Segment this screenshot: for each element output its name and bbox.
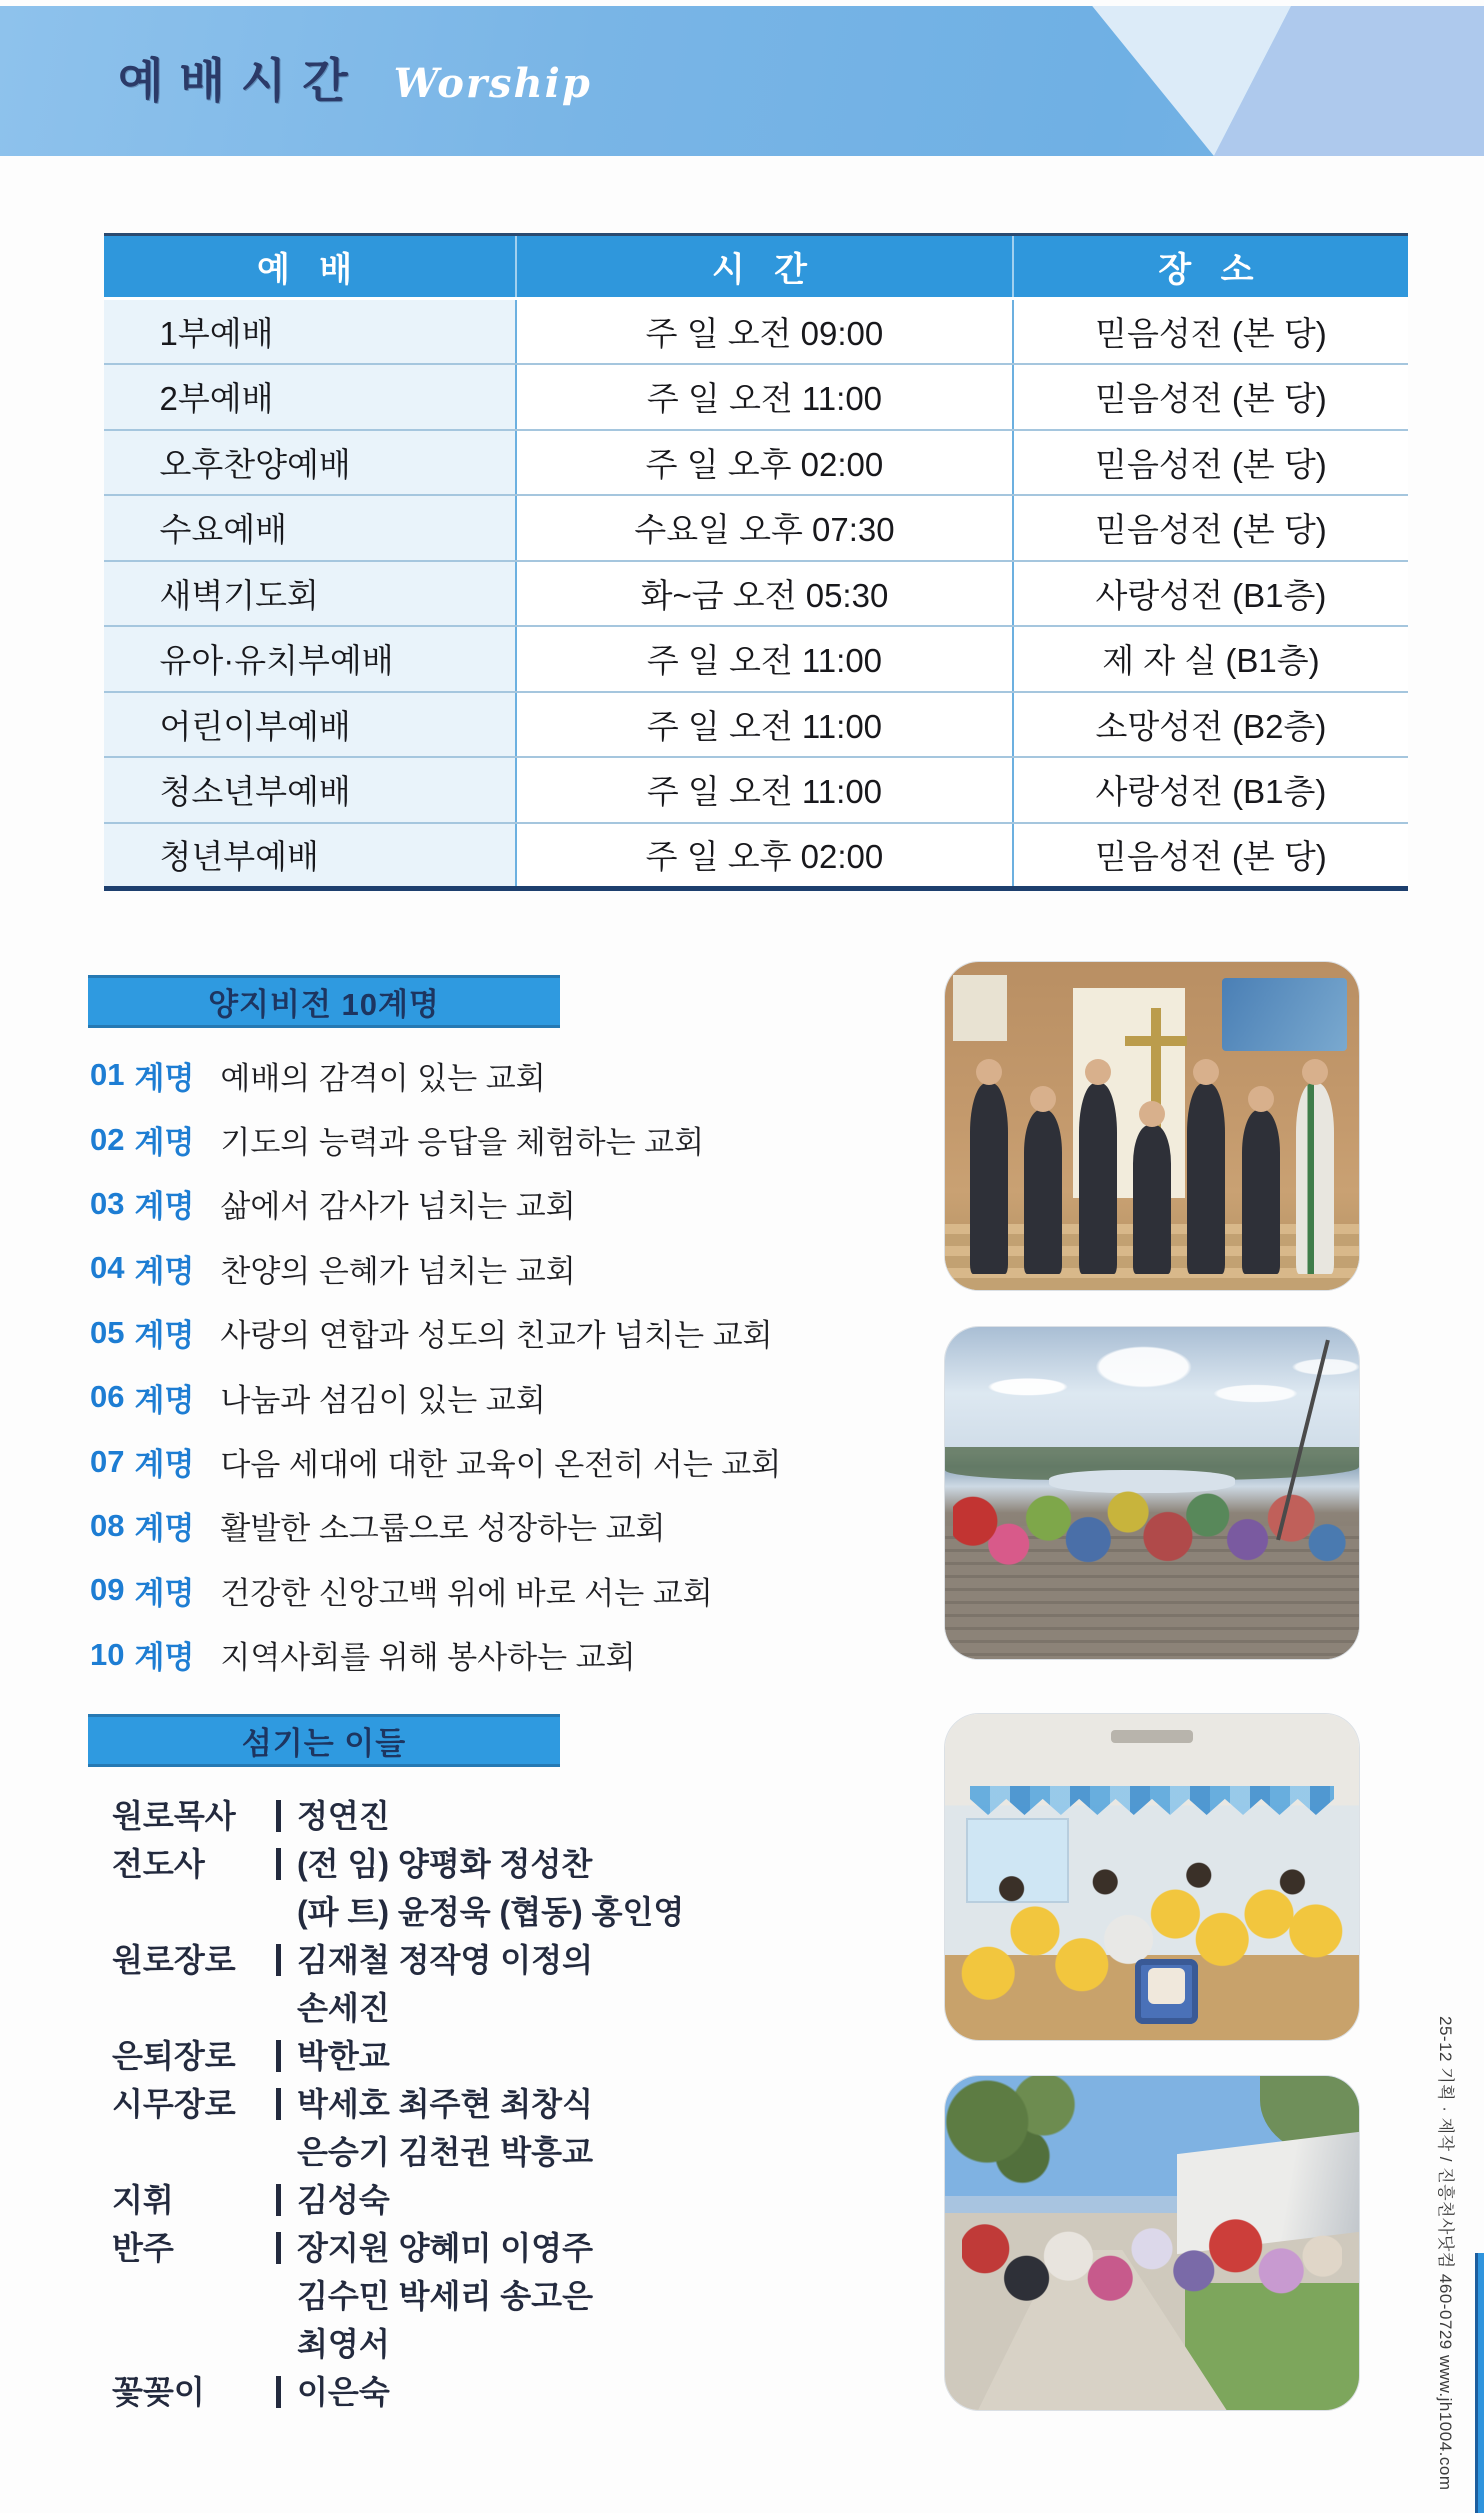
roster-role: 꽃꽂이 (112, 2374, 205, 2410)
service-time: 주 일 오후 02:00 (516, 430, 1013, 496)
roster-names: 김수민 박세리 송고은 (297, 2278, 593, 2314)
service-time: 주 일 오전 11:00 (516, 364, 1013, 430)
vision-item-text: 지역사회를 위해 봉사하는 교회 (220, 1640, 636, 1676)
vision-item (90, 1623, 900, 1687)
photo-outdoor-retreat-group (945, 2076, 1359, 2410)
vision-item-label: 계명 (134, 1575, 195, 1611)
vision-item-number: 04 (90, 1250, 125, 1286)
roster-names: 박세호 최주현 최창식 (297, 2086, 593, 2122)
table-row (104, 364, 1408, 430)
service-place: 믿음성전 (본 당) (1013, 364, 1408, 430)
table-row (104, 626, 1408, 692)
roster-role: 시무장로 (112, 2086, 236, 2122)
servants-roster (112, 1792, 932, 2416)
service-name: 청소년부예배 (159, 773, 351, 811)
vision-item-number: 10 (90, 1636, 125, 1672)
service-place: 믿음성전 (본 당) (1013, 430, 1408, 496)
servants-section-title: 섬기는 이들 (241, 1726, 407, 1761)
roster-entry (112, 1936, 932, 2032)
service-name: 유아·유치부예배 (159, 642, 394, 680)
vision-item (90, 1236, 900, 1300)
table-row (104, 561, 1408, 627)
crowd-with-raised-arms (962, 2190, 1343, 2337)
service-place: 믿음성전 (본 당) (1013, 299, 1408, 365)
vision-item-label: 계명 (134, 1189, 195, 1225)
vision-item (90, 1043, 900, 1107)
service-time: 주 일 오전 09:00 (516, 299, 1013, 365)
servants-section-banner (88, 1714, 560, 1767)
divider-bar (276, 1944, 281, 1976)
service-time: 수요일 오후 07:30 (516, 495, 1013, 561)
service-place: 소망성전 (B2층) (1013, 692, 1408, 758)
col-header-service: 예 배 (104, 235, 516, 299)
service-time: 주 일 오후 02:00 (516, 823, 1013, 889)
photo-mountain-outlook-group (945, 1327, 1359, 1659)
vision-item-number: 09 (90, 1572, 125, 1608)
vision-section-banner (88, 975, 560, 1028)
service-place: 제 자 실 (B1층) (1013, 626, 1408, 692)
service-time: 주 일 오전 11:00 (516, 626, 1013, 692)
page-subtitle: Worship (393, 60, 592, 107)
vision-item-text: 다음 세대에 대한 교육이 온전히 서는 교회 (220, 1447, 782, 1483)
service-place: 사랑성전 (B1층) (1013, 757, 1408, 823)
vision-item (90, 1558, 900, 1622)
roster-names: 최영서 (297, 2326, 390, 2362)
vision-item-text: 사랑의 연합과 성도의 친교가 넘치는 교회 (220, 1318, 773, 1354)
table-row (104, 823, 1408, 889)
photo-children-event-group (945, 1714, 1359, 2040)
page-header-banner (0, 6, 1484, 156)
banner-flags (970, 1786, 1334, 1815)
vision-item-number: 02 (90, 1121, 125, 1157)
vision-item-number: 08 (90, 1507, 125, 1543)
divider-bar (276, 2376, 281, 2408)
service-name: 어린이부예배 (159, 707, 351, 745)
vision-item-number: 05 (90, 1314, 125, 1350)
roster-names: (전 임) 양평화 정성찬 (297, 1846, 593, 1882)
roster-role: 지휘 (112, 2182, 174, 2218)
service-name: 청년부예배 (159, 838, 319, 875)
page-title: 예배시간 (118, 54, 364, 107)
service-time: 주 일 오전 11:00 (516, 692, 1013, 758)
service-time: 화~금 오전 05:30 (516, 561, 1013, 627)
church-wall-banner (953, 975, 1007, 1041)
roster-entry (112, 2368, 932, 2416)
vision-item-label: 계명 (134, 1125, 195, 1161)
vision-item (90, 1301, 900, 1365)
vision-item (90, 1429, 900, 1493)
person-figure (1242, 1110, 1280, 1274)
person-figure (1079, 1083, 1117, 1273)
service-name: 1부예배 (159, 315, 274, 352)
vision-item-number: 01 (90, 1057, 125, 1093)
vision-section-title: 양지비전 10계명 (208, 987, 440, 1022)
vision-item-label: 계명 (134, 1511, 195, 1547)
vision-item-number: 03 (90, 1185, 125, 1221)
roster-names: 손세진 (297, 1990, 390, 2026)
roster-role: 원로장로 (112, 1942, 236, 1978)
table-row (104, 757, 1408, 823)
roster-names: 은승기 김천권 박흥교 (297, 2134, 593, 2170)
roster-names: 김재철 정작영 이정의 (297, 1942, 593, 1978)
roster-names: 박한교 (297, 2038, 390, 2074)
vision-item-text: 기도의 능력과 응답을 체험하는 교회 (220, 1125, 705, 1161)
person-figure (1024, 1110, 1062, 1274)
vision-item-label: 계명 (134, 1447, 195, 1483)
roster-names: (파 트) 윤정욱 (협동) 홍인영 (297, 1894, 685, 1930)
roster-entry (112, 2176, 932, 2224)
roster-role: 은퇴장로 (112, 2038, 236, 2074)
service-name: 새벽기도회 (159, 576, 319, 614)
service-time: 주 일 오전 11:00 (516, 757, 1013, 823)
projection-screen (1222, 978, 1346, 1050)
vision-item-text: 나눔과 섬김이 있는 교회 (220, 1382, 546, 1418)
vision-item (90, 1107, 900, 1171)
person-figure (970, 1083, 1008, 1273)
service-place: 사랑성전 (B1층) (1013, 561, 1408, 627)
divider-bar (276, 1800, 281, 1832)
divider-bar (276, 2088, 281, 2120)
roster-names: 정연진 (297, 1798, 390, 1834)
page-title-group (118, 44, 592, 111)
roster-entry (112, 2032, 932, 2080)
vision-item-text: 예배의 감격이 있는 교회 (220, 1060, 546, 1096)
person-figure (1133, 1125, 1171, 1273)
roster-role: 반주 (112, 2230, 174, 2266)
vision-item-label: 계명 (134, 1318, 195, 1354)
vision-list (90, 1043, 900, 1687)
vision-item-label: 계명 (134, 1060, 195, 1096)
table-row (104, 299, 1408, 365)
worship-times-table (104, 233, 1408, 891)
col-header-place: 장 소 (1013, 235, 1408, 299)
vision-item (90, 1172, 900, 1236)
clouds (945, 1327, 1359, 1460)
roster-entry (112, 1792, 932, 1840)
vision-item-text: 찬양의 은혜가 넘치는 교회 (220, 1253, 576, 1289)
service-name: 2부예배 (159, 380, 274, 418)
page-edge-strip (1475, 2253, 1484, 2513)
roster-entry (112, 2080, 932, 2176)
divider-bar (276, 2040, 281, 2072)
vision-item-text: 건강한 신앙고백 위에 바로 서는 교회 (220, 1575, 713, 1611)
vision-item-label: 계명 (134, 1382, 195, 1418)
vision-item (90, 1494, 900, 1558)
table-header-row (104, 235, 1408, 299)
divider-bar (276, 2232, 281, 2264)
roster-role: 전도사 (112, 1846, 205, 1882)
roster-names: 이은숙 (297, 2374, 390, 2410)
vision-item-label: 계명 (134, 1253, 195, 1289)
roster-entry (112, 1840, 932, 1936)
roster-role: 원로목사 (112, 1798, 236, 1834)
group-of-people (970, 1083, 1334, 1273)
ceiling-light (1111, 1730, 1194, 1743)
vision-item-number: 06 (90, 1379, 125, 1415)
print-credit: 25-12 기획 · 제작 / 진흥천사닷컴 460-0729 www.jh1004.com (1436, 2016, 1455, 2491)
vision-item-label: 계명 (134, 1640, 195, 1676)
person-figure (1187, 1083, 1225, 1273)
service-place: 믿음성전 (본 당) (1013, 823, 1408, 889)
mascot-box (1135, 1959, 1197, 2024)
table-row (104, 692, 1408, 758)
vision-item (90, 1365, 900, 1429)
pine-tree (945, 2076, 1086, 2190)
service-name: 오후찬양예배 (159, 445, 351, 483)
vision-item-text: 삶에서 감사가 넘치는 교회 (220, 1189, 576, 1225)
divider-bar (276, 2184, 281, 2216)
divider-bar (276, 1848, 281, 1880)
service-name: 수요예배 (159, 511, 288, 549)
service-place: 믿음성전 (본 당) (1013, 495, 1408, 561)
col-header-time: 시 간 (516, 235, 1013, 299)
vision-item-text: 활발한 소그룹으로 성장하는 교회 (220, 1511, 666, 1547)
table-row (104, 495, 1408, 561)
roster-names: 김성숙 (297, 2182, 390, 2218)
table-row (104, 430, 1408, 496)
roster-entry (112, 2224, 932, 2368)
vision-item-number: 07 (90, 1443, 125, 1479)
pastor-in-robe-figure (1296, 1083, 1334, 1273)
photo-church-elders-group (945, 962, 1359, 1290)
roster-names: 장지원 양혜미 이영주 (297, 2230, 593, 2266)
